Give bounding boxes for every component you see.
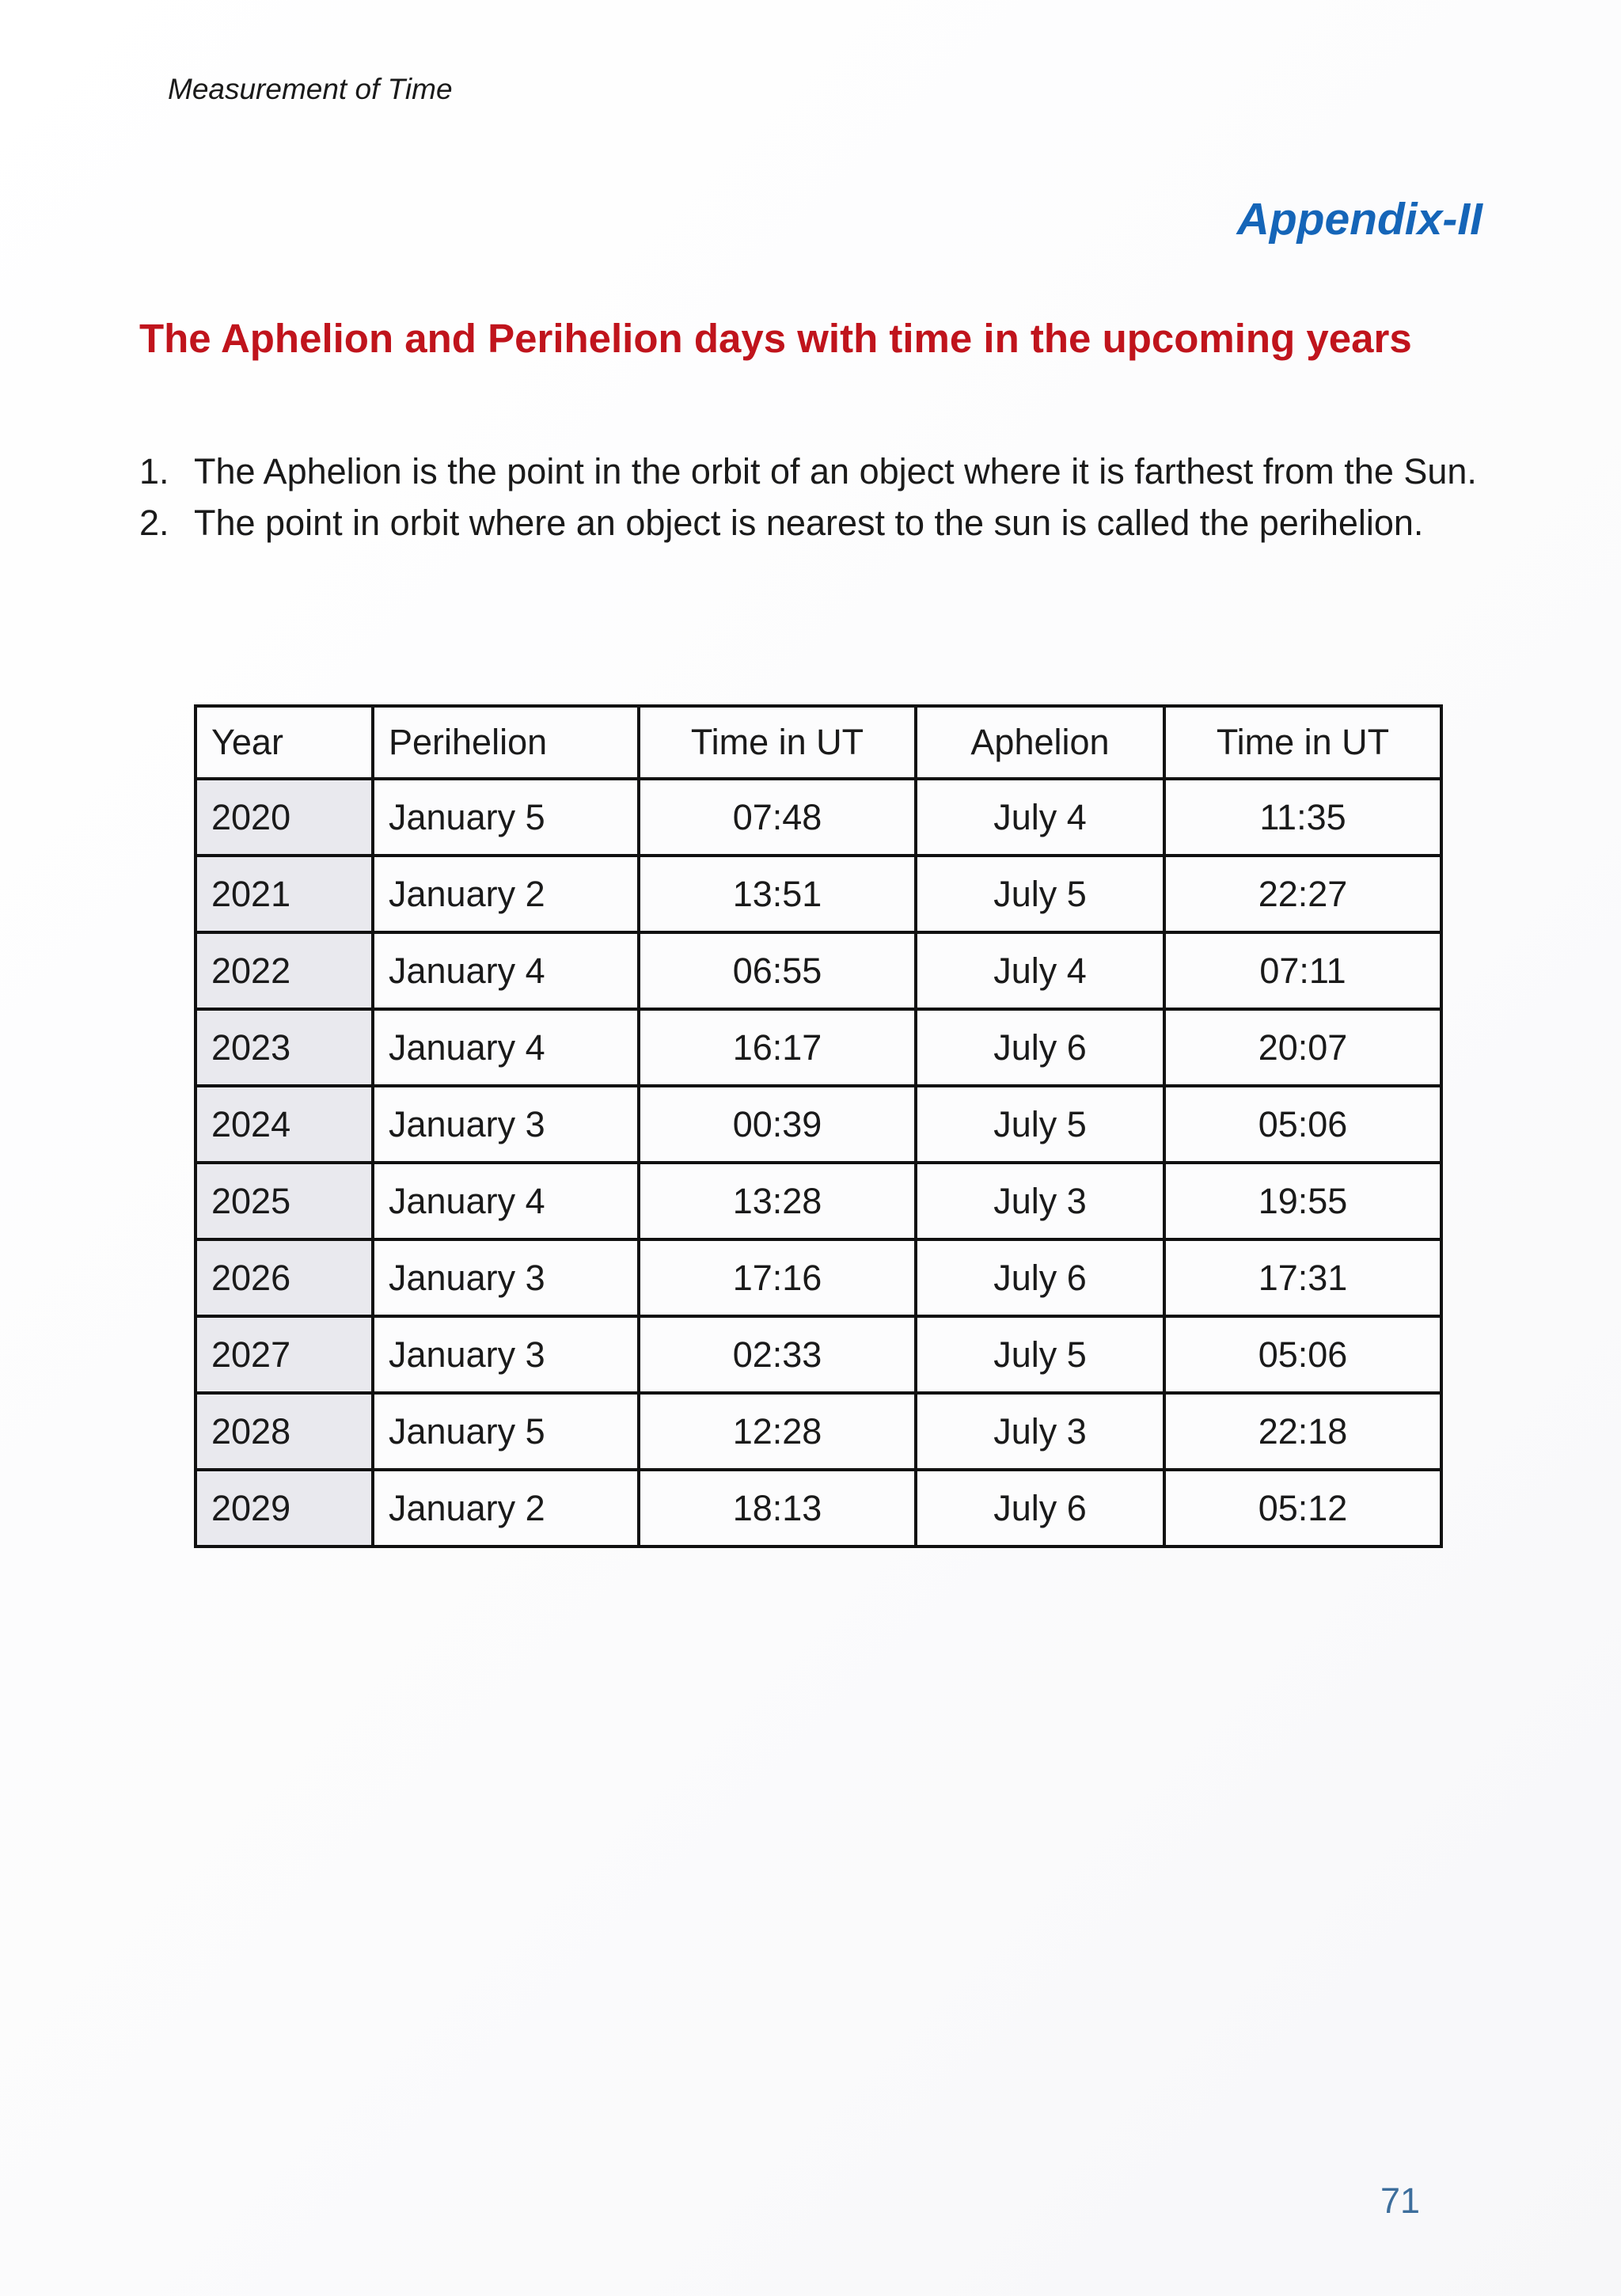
- cell-aphelion: July 5: [916, 1086, 1164, 1163]
- cell-year: 2026: [196, 1239, 373, 1316]
- definition-list: [139, 446, 1482, 548]
- table-row: [196, 1163, 1441, 1239]
- cell-perihelion: January 3: [373, 1239, 639, 1316]
- cell-perihelion-time: 16:17: [639, 1009, 916, 1086]
- cell-perihelion-time: 13:51: [639, 856, 916, 932]
- cell-aphelion-time: 22:27: [1164, 856, 1441, 932]
- table-row: [196, 1086, 1441, 1163]
- cell-aphelion-time: 22:18: [1164, 1393, 1441, 1470]
- cell-year: 2024: [196, 1086, 373, 1163]
- cell-aphelion-time: 17:31: [1164, 1239, 1441, 1316]
- table-row: [196, 1316, 1441, 1393]
- cell-perihelion: January 5: [373, 1393, 639, 1470]
- cell-perihelion-time: 17:16: [639, 1239, 916, 1316]
- cell-year: 2020: [196, 779, 373, 856]
- table-row: [196, 779, 1441, 856]
- cell-perihelion: January 4: [373, 1009, 639, 1086]
- cell-perihelion: January 5: [373, 779, 639, 856]
- table-row: [196, 1239, 1441, 1316]
- cell-year: 2021: [196, 856, 373, 932]
- cell-aphelion-time: 11:35: [1164, 779, 1441, 856]
- table-row: [196, 932, 1441, 1009]
- cell-perihelion: January 2: [373, 856, 639, 932]
- list-item-number: 2.: [139, 503, 169, 543]
- cell-aphelion: July 5: [916, 1316, 1164, 1393]
- cell-aphelion: July 4: [916, 779, 1164, 856]
- table-row: [196, 1470, 1441, 1546]
- cell-year: 2022: [196, 932, 373, 1009]
- cell-perihelion-time: 12:28: [639, 1393, 916, 1470]
- list-item-number: 1.: [139, 451, 169, 491]
- cell-year: 2027: [196, 1316, 373, 1393]
- table-row: [196, 1393, 1441, 1470]
- cell-year: 2025: [196, 1163, 373, 1239]
- cell-perihelion-time: 06:55: [639, 932, 916, 1009]
- cell-perihelion-time: 18:13: [639, 1470, 916, 1546]
- cell-aphelion-time: 20:07: [1164, 1009, 1441, 1086]
- cell-aphelion: July 6: [916, 1470, 1164, 1546]
- list-item-text: The point in orbit where an object is nearest to the sun is called the perihelion.: [194, 503, 1424, 543]
- table-header-row: [196, 706, 1441, 779]
- cell-perihelion-time: 02:33: [639, 1316, 916, 1393]
- cell-year: 2028: [196, 1393, 373, 1470]
- cell-perihelion-time: 13:28: [639, 1163, 916, 1239]
- cell-aphelion: July 3: [916, 1393, 1164, 1470]
- table-row: [196, 856, 1441, 932]
- column-header-year: Year: [196, 706, 373, 779]
- cell-aphelion: July 6: [916, 1009, 1164, 1086]
- cell-aphelion-time: 05:12: [1164, 1470, 1441, 1546]
- column-header-aphelion: Aphelion: [916, 706, 1164, 779]
- running-header: Measurement of Time: [168, 73, 453, 105]
- cell-perihelion: January 4: [373, 932, 639, 1009]
- page-number: 71: [1380, 2180, 1421, 2221]
- cell-aphelion-time: 05:06: [1164, 1086, 1441, 1163]
- aphelion-perihelion-table: [194, 704, 1443, 1548]
- cell-aphelion: July 6: [916, 1239, 1164, 1316]
- section-title: The Aphelion and Perihelion days with time in the upcoming years: [139, 316, 1412, 361]
- column-header-aphelion-time: Time in UT: [1164, 706, 1441, 779]
- cell-aphelion-time: 19:55: [1164, 1163, 1441, 1239]
- list-item: [139, 497, 1482, 548]
- cell-perihelion-time: 00:39: [639, 1086, 916, 1163]
- column-header-perihelion-time: Time in UT: [639, 706, 916, 779]
- cell-perihelion: January 4: [373, 1163, 639, 1239]
- cell-perihelion: January 2: [373, 1470, 639, 1546]
- cell-perihelion-time: 07:48: [639, 779, 916, 856]
- cell-perihelion: January 3: [373, 1316, 639, 1393]
- table-row: [196, 1009, 1441, 1086]
- cell-perihelion: January 3: [373, 1086, 639, 1163]
- cell-aphelion-time: 05:06: [1164, 1316, 1441, 1393]
- column-header-perihelion: Perihelion: [373, 706, 639, 779]
- cell-year: 2023: [196, 1009, 373, 1086]
- list-item: [139, 446, 1482, 497]
- cell-aphelion: July 3: [916, 1163, 1164, 1239]
- cell-year: 2029: [196, 1470, 373, 1546]
- cell-aphelion: July 4: [916, 932, 1164, 1009]
- cell-aphelion-time: 07:11: [1164, 932, 1441, 1009]
- list-item-text: The Aphelion is the point in the orbit of an object where it is farthest from the Sun.: [194, 451, 1477, 491]
- cell-aphelion: July 5: [916, 856, 1164, 932]
- appendix-title: Appendix-II: [1236, 194, 1482, 245]
